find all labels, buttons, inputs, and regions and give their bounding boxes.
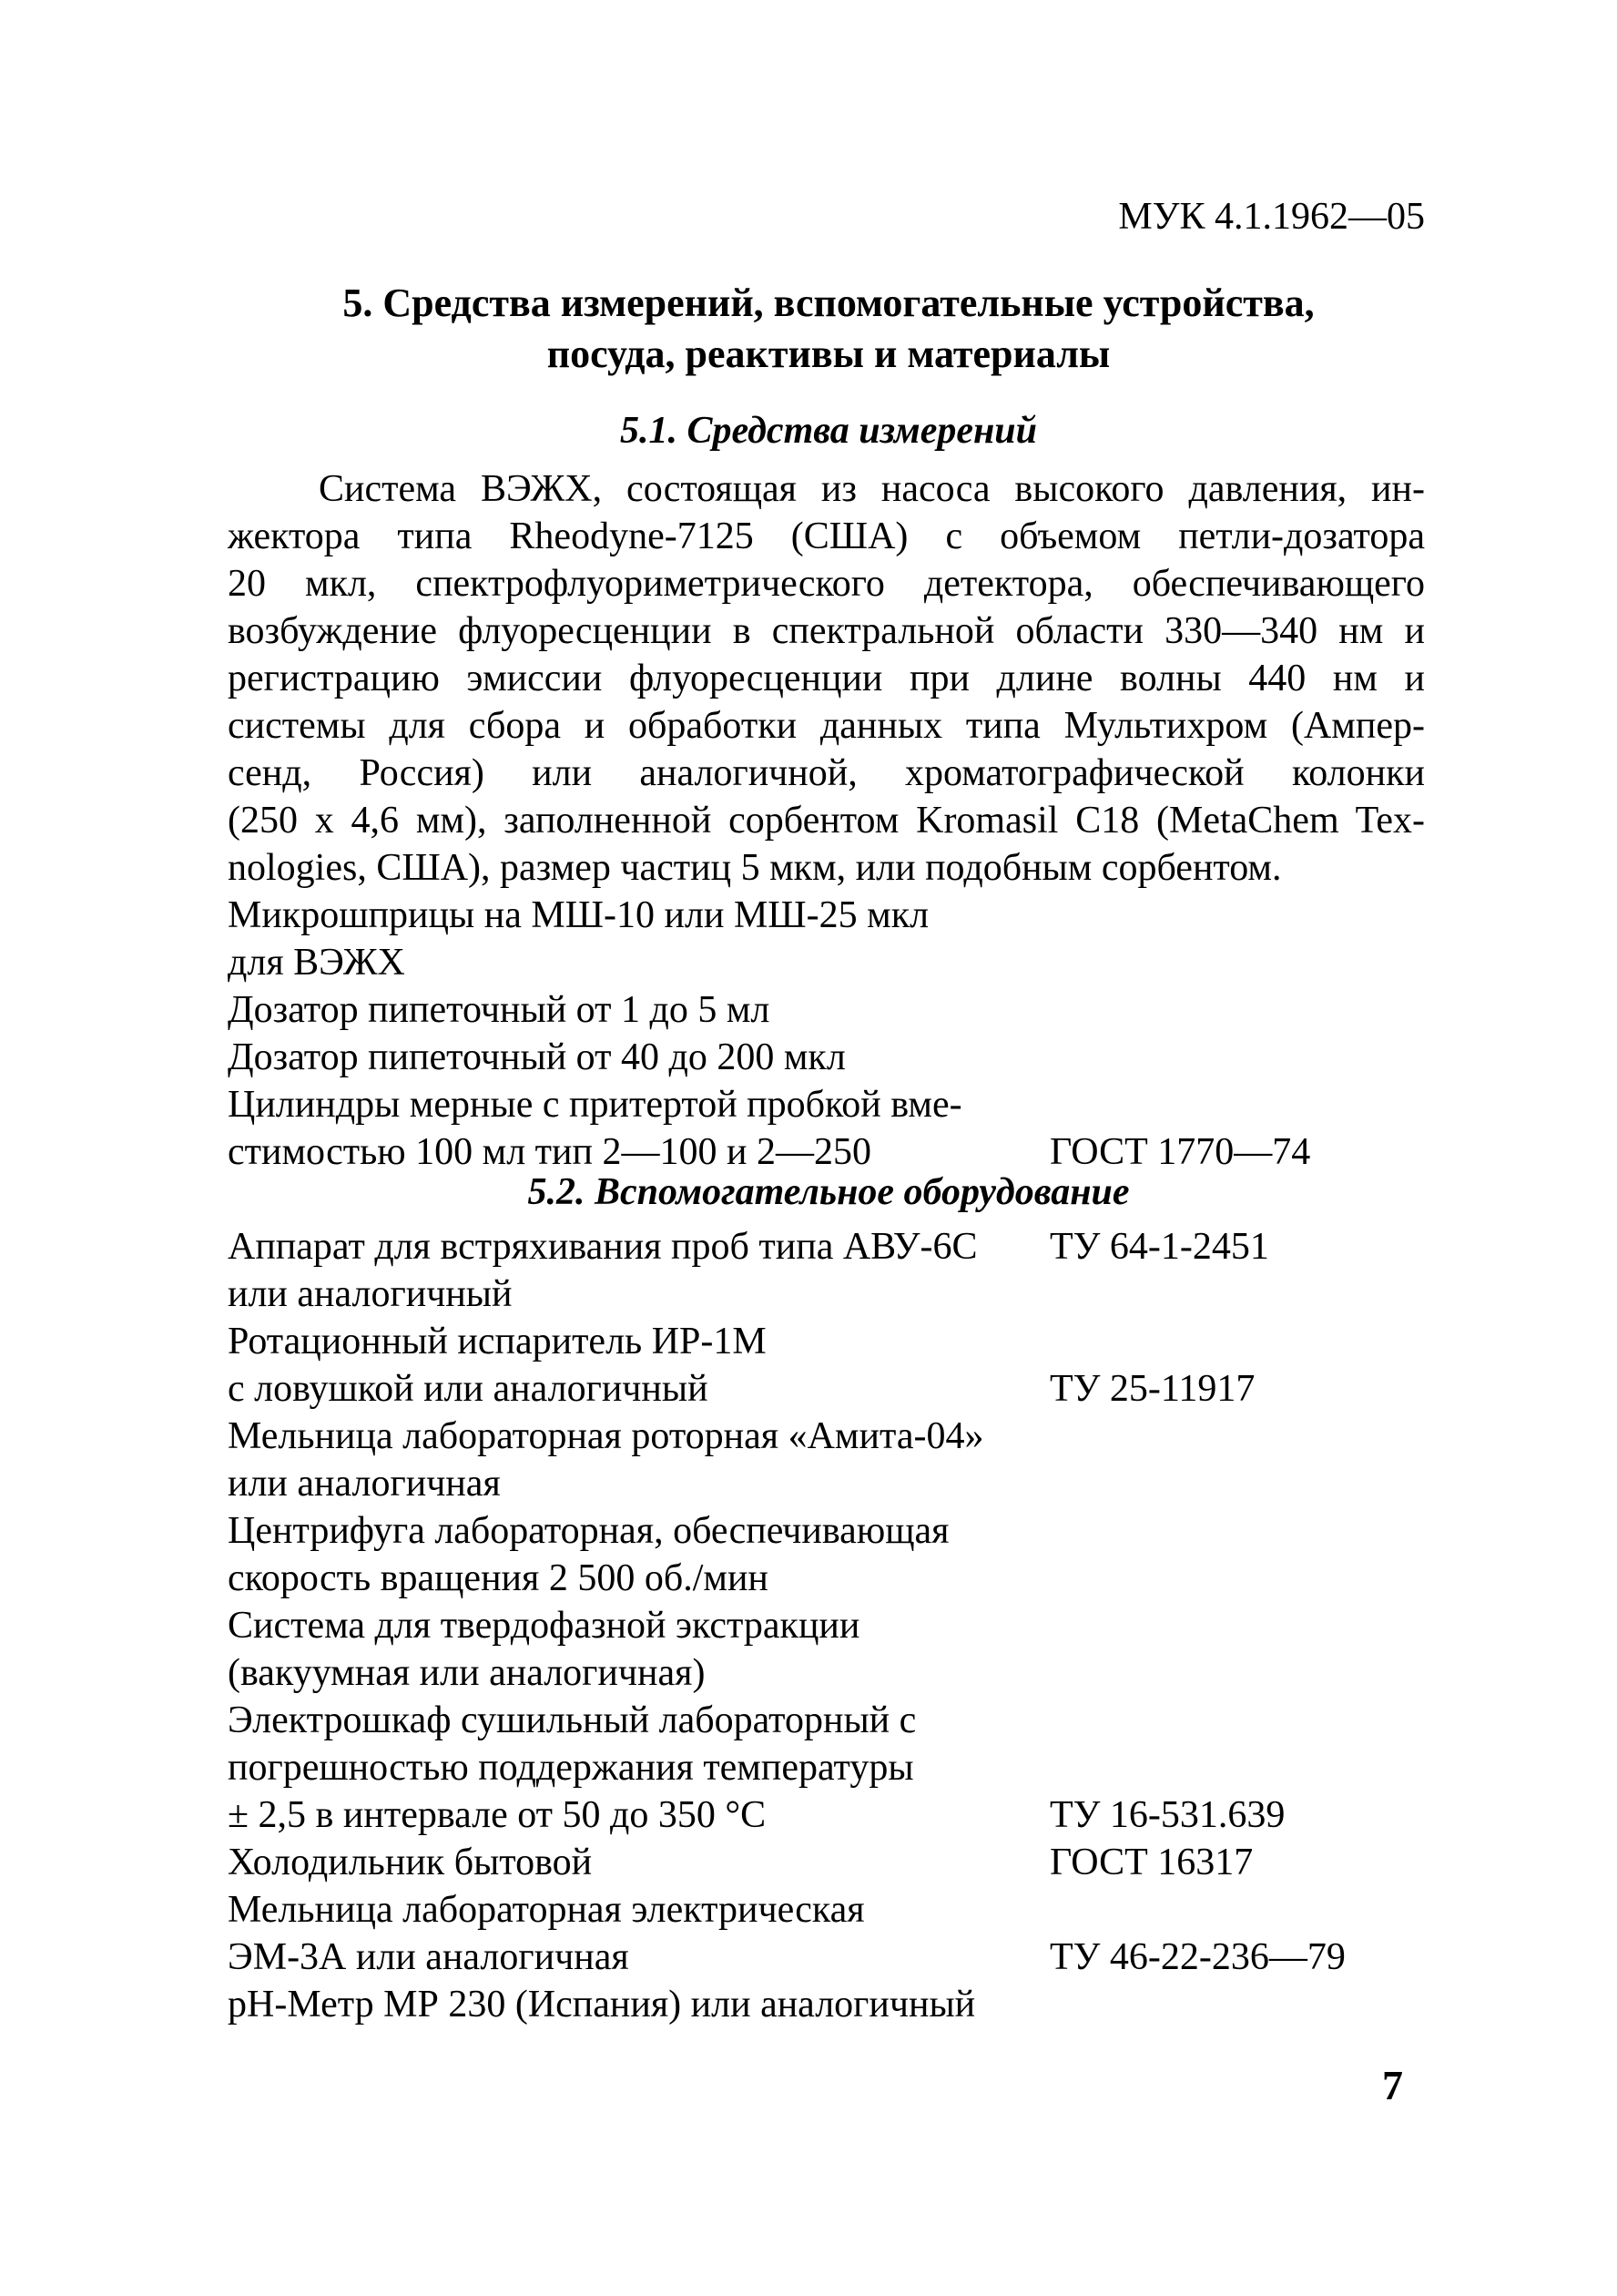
item-text: скорость вращения 2 500 об./мин: [228, 1557, 768, 1599]
paragraph-line: регистрацию эмиссии флуоресценции при длине волны 440 нм и: [228, 658, 1425, 699]
item-text: или аналогичная: [228, 1463, 501, 1505]
paragraph-line: системы для сбора и обработки данных типа Мультихром (Ампер-: [228, 705, 1425, 747]
list-item: [228, 1649, 1466, 1697]
list-item: [228, 1791, 1466, 1839]
subsection-heading-auxiliary: 5.2. Вспомогательное оборудование: [527, 1171, 1130, 1213]
item-text: с ловушкой или аналогичный: [228, 1368, 708, 1410]
item-ref: ТУ 64-1-2451: [1050, 1226, 1269, 1268]
item-ref: [1050, 1744, 1466, 1791]
item-ref: [1050, 986, 1466, 1034]
item-text: для ВЭЖХ: [228, 942, 405, 984]
list-item: [228, 1318, 1466, 1365]
paragraph-line: жектора типа Rheodyne-7125 (США) с объемом петли-дозатора: [228, 515, 1425, 557]
hplc-system-paragraph: [228, 465, 1425, 892]
item-ref: [1050, 1318, 1466, 1365]
item-ref: [1050, 1081, 1466, 1128]
section-title-line: 5. Средства измерений, вспомогательные устройства,: [342, 281, 1315, 325]
list-item: [228, 939, 1466, 986]
list-item: [228, 1886, 1466, 1934]
paragraph-line: возбуждение флуоресценции в спектральной области 330—340 нм и: [228, 610, 1425, 652]
item-text: Холодильник бытовой: [228, 1842, 593, 1883]
list-item: [228, 892, 1466, 939]
list-item: [228, 1697, 1466, 1744]
subsection-heading-measurement: 5.1. Средства измерений: [619, 410, 1038, 452]
section-title-line: посуда, реактивы и материалы: [546, 332, 1111, 376]
item-ref: [1050, 1555, 1466, 1602]
item-text: Центрифуга лабораторная, обеспечивающая: [228, 1510, 950, 1552]
page-number: 7: [1382, 2062, 1403, 2108]
list-item: [228, 1081, 1466, 1128]
list-item: [228, 1460, 1466, 1507]
list-item: [228, 1602, 1466, 1649]
item-text: Аппарат для встряхивания проб типа АВУ-6С: [228, 1226, 978, 1268]
item-ref: [1050, 1507, 1466, 1555]
list-item: [228, 1365, 1466, 1413]
item-text: или аналогичный: [228, 1273, 513, 1315]
section-title: [228, 278, 1429, 380]
item-text: стимостью 100 мл тип 2—100 и 2—250: [228, 1131, 871, 1173]
list-item: [228, 1507, 1466, 1555]
paragraph-line: Система ВЭЖХ, состоящая из насоса высокого давления, ин-: [319, 468, 1425, 510]
item-ref: [1050, 1697, 1466, 1744]
item-text: Мельница лабораторная электрическая: [228, 1889, 865, 1931]
measurement-instruments-list: [228, 892, 1466, 1176]
paragraph-line: 20 мкл, спектрофлуориметрического детектора, обеспечивающего: [228, 563, 1425, 605]
paragraph-line: сенд, Россия) или аналогичной, хроматографической колонки: [228, 752, 1425, 794]
item-ref: [1050, 1602, 1466, 1649]
list-item: [228, 1413, 1466, 1460]
item-ref: [1050, 939, 1466, 986]
list-item: [228, 986, 1466, 1034]
list-item: [228, 1034, 1466, 1081]
item-ref: [1050, 1886, 1466, 1934]
list-item: [228, 1839, 1466, 1886]
item-text: ± 2,5 в интервале от 50 до 350 °С: [228, 1794, 767, 1836]
item-text: рН-Метр МР 230 (Испания) или аналогичный: [228, 1984, 976, 2026]
list-item: [228, 1981, 1466, 2028]
item-ref: [1050, 1034, 1466, 1081]
list-item: [228, 1555, 1466, 1602]
list-item: [228, 1934, 1466, 1981]
item-text: Дозатор пипеточный от 1 до 5 мл: [228, 989, 770, 1031]
item-ref: ТУ 25-11917: [1050, 1368, 1256, 1410]
item-text: ЭМ-3А или аналогичная: [228, 1936, 629, 1978]
list-item: [228, 1744, 1466, 1791]
item-ref: ГОСТ 1770—74: [1050, 1131, 1311, 1173]
item-text: Система для твердофазной экстракции: [228, 1605, 860, 1647]
auxiliary-equipment-list: [228, 1223, 1466, 2028]
item-text: погрешностью поддержания температуры: [228, 1747, 914, 1789]
paragraph-line: nologies, США), размер частиц 5 мкм, или подобным сорбентом.: [228, 847, 1282, 889]
item-ref: [1050, 1270, 1466, 1318]
item-text: Мельница лабораторная роторная «Амита-04»: [228, 1415, 984, 1457]
item-text: (вакуумная или аналогичная): [228, 1652, 706, 1694]
item-ref: [1050, 1981, 1466, 2028]
item-ref: [1050, 1460, 1466, 1507]
document-code: МУК 4.1.1962—05: [1118, 196, 1425, 238]
item-text: Электрошкаф сушильный лабораторный с: [228, 1699, 917, 1741]
item-text: Ротационный испаритель ИР-1М: [228, 1321, 767, 1362]
item-ref: [1050, 892, 1466, 939]
item-ref: [1050, 1649, 1466, 1697]
item-ref: ТУ 46-22-236—79: [1050, 1936, 1346, 1978]
item-text: Цилиндры мерные с притертой пробкой вме-: [228, 1084, 962, 1126]
item-ref: ТУ 16-531.639: [1050, 1794, 1286, 1836]
item-text: Дозатор пипеточный от 40 до 200 мкл: [228, 1036, 846, 1078]
item-ref: ГОСТ 16317: [1050, 1842, 1254, 1883]
list-item: [228, 1270, 1466, 1318]
list-item: [228, 1223, 1466, 1270]
item-text: Микрошприцы на МШ-10 или МШ-25 мкл: [228, 894, 930, 936]
item-ref: [1050, 1413, 1466, 1460]
paragraph-line: (250 х 4,6 мм), заполненной сорбентом Kromasil C18 (MetaChem Tex-: [228, 800, 1425, 842]
